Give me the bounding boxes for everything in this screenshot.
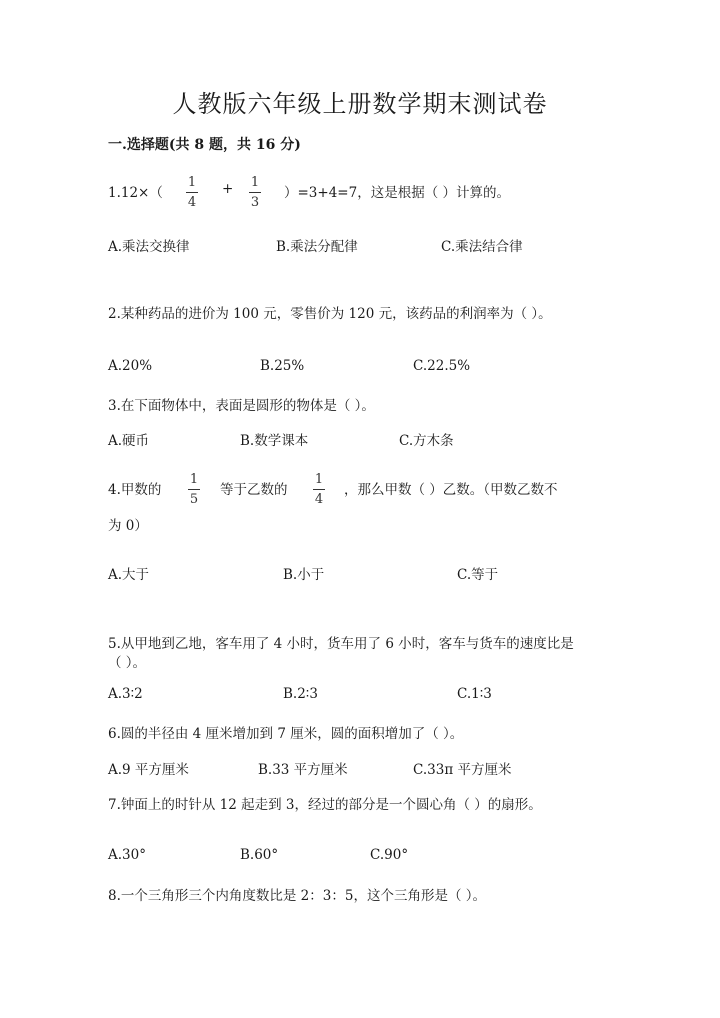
q5-option-c: C.1∶3 (457, 686, 492, 702)
q7-option-c: C.90° (370, 847, 409, 863)
q4-option-b: B.小于 (283, 567, 325, 583)
q4-middle: 等于乙数的 (220, 482, 288, 498)
q1-option-a: A.乘法交换律 (108, 239, 190, 255)
q6-option-a: A.9 平方厘米 (108, 762, 189, 778)
fraction-denominator: 4 (187, 195, 197, 210)
q3-option-c: C.方木条 (399, 433, 454, 449)
q4-line2: 为 0） (108, 518, 148, 534)
q1-plus: + (222, 181, 234, 197)
q2-option-c: C.22.5% (413, 358, 471, 374)
q3-text: 3.在下面物体中，表面是圆形的物体是（ ）。 (108, 398, 375, 414)
q4-suffix: ，那么甲数（ ）乙数。（甲数乙数不 (344, 482, 558, 498)
q4-fraction-1 (188, 472, 200, 507)
q1-option-b: B.乘法分配律 (276, 239, 358, 255)
q1-suffix: ）=3+4=7，这是根据（ ）计算的。 (284, 185, 510, 201)
q4-option-a: A.大于 (108, 567, 150, 583)
q1-prefix: 1.12×（ (108, 185, 163, 201)
fraction-denominator: 3 (250, 195, 260, 210)
q4-option-c: C.等于 (457, 567, 499, 583)
fraction-bar (186, 192, 198, 193)
q2-text: 2.某种药品的进价为 100 元，零售价为 120 元，该药品的利润率为（ ）。 (108, 306, 552, 322)
q5-line2: （ ）。 (108, 655, 147, 671)
q4-fraction-2 (313, 472, 325, 507)
fraction-bar (313, 489, 325, 490)
q6-option-b: B.33 平方厘米 (258, 762, 348, 778)
q7-text: 7.钟面上的时针从 12 起走到 3，经过的部分是一个圆心角（ ）的扇形。 (108, 797, 542, 813)
q4-prefix: 4.甲数的 (108, 482, 162, 498)
q8-text: 8.一个三角形三个内角度数比是 2：3：5，这个三角形是（ ）。 (108, 888, 486, 904)
q6-text: 6.圆的半径由 4 厘米增加到 7 厘米，圆的面积增加了（ ）。 (108, 726, 464, 742)
q1-option-c: C.乘法结合律 (441, 239, 523, 255)
q7-option-a: A.30° (108, 847, 146, 863)
fraction-numerator: 1 (187, 175, 197, 190)
q5-text: 5.从甲地到乙地，客车用了 4 小时，货车用了 6 小时，客车与货车的速度比是 (108, 636, 574, 652)
fraction-numerator: 1 (250, 175, 260, 190)
page-title: 人教版六年级上册数学期末测试卷 (172, 90, 548, 118)
q5-option-a: A.3∶2 (108, 686, 143, 702)
q2-option-b: B.25% (260, 358, 305, 374)
section-heading: 一.选择题(共 8 题，共 16 分) (108, 137, 301, 153)
fraction-denominator: 5 (189, 492, 199, 507)
q1-fraction-2 (249, 175, 261, 210)
q1-fraction-1 (186, 175, 198, 210)
q3-option-a: A.硬币 (108, 433, 150, 449)
q7-option-b: B.60° (240, 847, 279, 863)
q5-option-b: B.2∶3 (283, 686, 318, 702)
q2-option-a: A.20% (108, 358, 153, 374)
fraction-numerator: 1 (189, 472, 199, 487)
fraction-bar (249, 192, 261, 193)
q3-option-b: B.数学课本 (240, 433, 309, 449)
fraction-bar (188, 489, 200, 490)
fraction-denominator: 4 (314, 492, 324, 507)
q6-option-c: C.33π 平方厘米 (413, 762, 512, 778)
fraction-numerator: 1 (314, 472, 324, 487)
